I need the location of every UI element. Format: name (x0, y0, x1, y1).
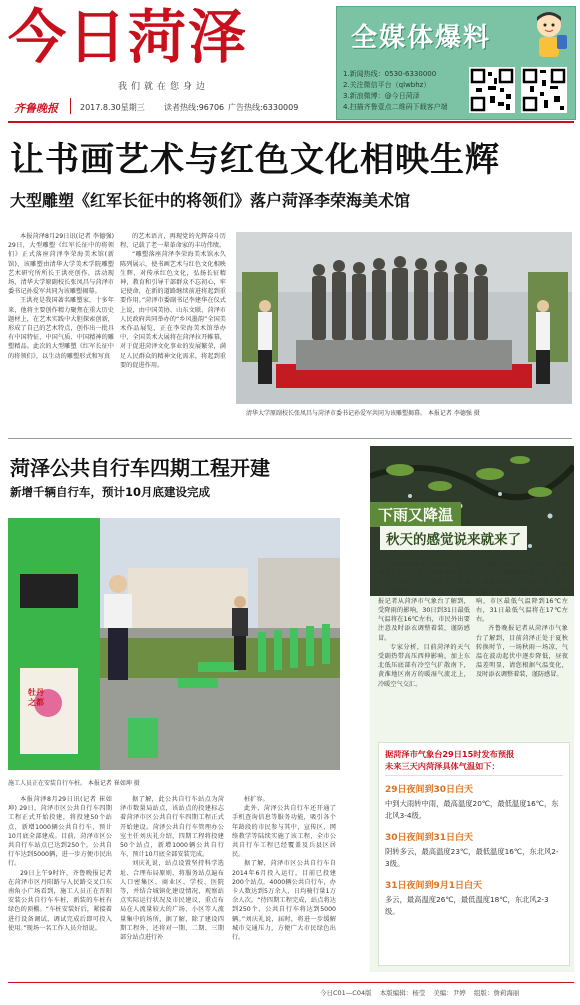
forecast-detail: 中到大雨转中雨，最高温度20℃，最低温度16℃，东北风3-4级。 (385, 799, 559, 820)
article-paragraph: 刘庆礼说，站点设置坚持科学选址、合理布局原则，将服务站点遍布人口密集区、商业区、学校、医院等，并结合城镇化建设情况，观察站点实际运行状况及市民建议，重点布局在人流量较大的广场、小区等人流量集中的场所，据了解，除了建设四期工程外，还将对一期、二期、三期部分站点进行补 (120, 860, 224, 942)
article1-photo (236, 232, 572, 404)
weather-col2 (476, 560, 568, 736)
weather-headline-2: 秋天的感觉说来就来了 (380, 526, 527, 550)
forecast-period: 29日夜间到30日白天 (385, 785, 474, 795)
article-paragraph: 据了解，此公共自行车站点为菏泽市数量局站点，该站点的投建标志着菏泽市区公共自行车四期工程正式开始建设。菏泽公共自行车管理办公室主任刘庆礼介绍，四期工程将投建50个站点，新增1000辆公共自行车，预计10月底全部安装完成。 (120, 796, 224, 859)
masthead-title: 今日菏泽 (8, 3, 249, 71)
article2-photo (8, 518, 340, 770)
qr-code-icon (521, 67, 567, 113)
footer-edition: 今日C01—C04版 (320, 989, 372, 997)
article-paragraph: 此外，菏泽公共自行车还开通了手机查询信息等服务功能，吸引各个年龄段的市民参与其中，宣传区、网络教学等陆续实施了该工程，全市公共自行车工程已经覆盖及兵县区居民。 (232, 805, 336, 859)
article1-subhead: 大型雕塑《红军长征中的将领们》落户菏泽李荣海美术馆 (10, 191, 411, 210)
article-paragraph: 预计29日下午到30日，菏泽有一次大范围降雨天气过程，累计雨量各县区为中到大雨，雨天降温，将给市民出行带来一定影响，市区最低气温降到16℃左右，31日最低气温将在17℃左右。 (476, 561, 568, 624)
promo-cartoon (527, 9, 571, 65)
masthead-slogan: 我们就在您身边 (118, 82, 210, 92)
forecast-period: 31日夜间到9月1日白天 (385, 881, 483, 891)
promo-line: 1.新闻热线：0530-6330000 (343, 70, 437, 78)
masthead-date: 2017.8.30星期三 (80, 103, 145, 112)
article-paragraph: 29日上午9时许，齐鲁晚报记者在菏泽市区丹阳路与人民路交叉口东南角小广场看到，施工人员正在晋阳安装公共自行车车桩，新装的车桩有绿色的顶棚。“车桩安装好后，紧接着进行设备调试，调试完成后即可投入使用。”现场一名工作人员介绍说。 (8, 869, 112, 932)
article1-col2 (120, 232, 226, 418)
weather-headline-1: 下雨又降温 (370, 502, 461, 527)
promo-line: 3.新浪微博：@今日菏泽 (343, 92, 420, 100)
article-paragraph: 桩扩容。 (244, 796, 269, 803)
article-paragraph: 的艺术语言，再现党的光辉奋斗历程，记载了老一辈革命家的丰功伟绩。 (120, 233, 226, 250)
article-paragraph: 本报菏泽8月29日讯(记者 李德强) 29日，大型雕塑《红军长征中的将领们》正式落座菏泽李荣海美术馆(新馆)，该雕塑由清华大学美术学院雕塑艺术研究所所长王洪亮创作，活动现场，清华大学原副校长张凤昌与菏泽市委书记孙爱军共同为该雕塑揭幕。 (8, 233, 114, 296)
article1-photo-caption: 清华大学原副校长张凤昌与菏泽市委书记孙爱军共同为该雕塑揭幕。 本报记者 李德强 摄 (246, 410, 480, 417)
article2-subhead: 新增千辆自行车，预计10月底建设完成 (10, 485, 211, 499)
article-paragraph: 据了解，菏泽市区公共自行车自2014年6月投入运行，目前已投建200个站点，4000辆公共自行车，办卡人数达到5万余人，日均骑行量1万余人次。“待四期工程完成，站点将达到250个，公共自行车将达到5000辆。”刘庆礼说，届时，将进一步缓解城市交通压力，方便广大市民绿色出行。 (232, 860, 336, 942)
footer-editor: 本版编辑：杨莹 (379, 989, 426, 997)
promo-lines (343, 69, 467, 113)
forecast-item (385, 782, 563, 822)
masthead-reader-hotline: 读者热线:96706 (164, 103, 225, 112)
footer (320, 988, 574, 997)
promo-box (336, 6, 576, 120)
forecast-detail: 阴转多云，最高温度23℃，最低温度16℃，东北风2-3级。 (385, 847, 559, 868)
article2-photo-caption: 施工人员正在安装自行车桩。 本报记者 崔如坤 摄 (8, 780, 140, 787)
article-paragraph: 本报菏泽8月29日讯(记者 李德强) 近几日来，菏泽市阴雨天气，让炎热了许久的夏天不开窗也可以睡个好觉，29日，齐鲁晚报记者从菏泽市气象台了解到，受降雨的影响，30日到31日最低气温将在16℃左右，市民外出要注意及时添衣调整着装，谨防感冒。 (378, 561, 470, 642)
article2-col2 (120, 795, 224, 977)
article-paragraph: 王洪亮是我国著名雕塑家，十多年来，他将主要创作精力聚焦在重大历史题材上，在艺术实践中大胆探索创新，形成了自己的艺术特点，创作出一批具有中国特征、中国气质、中国精神的雕塑精品。此次的大型雕塑《红军长征中的将领们》，以生动的雕塑形式和写真 (8, 297, 114, 360)
promo-line: 2.关注微信平台（qlwbhz） (343, 81, 431, 89)
weather-panel (370, 446, 574, 972)
masthead-ad-hotline: 广告热线:6330009 (228, 103, 299, 112)
section-divider (8, 438, 572, 439)
forecast-detail: 多云，最高温度26℃，最低温度18℃，东北风2-3级。 (385, 895, 549, 916)
masthead (0, 0, 580, 125)
weather-col1 (378, 560, 470, 736)
forecast-title: 据菏泽市气象台29日15时发布预报 未来三天内菏泽具体气温如下： (385, 749, 515, 771)
footer-designer: 美编：尹婷 (433, 989, 466, 997)
forecast-item (385, 878, 563, 918)
kiosk-sign: 牡丹之都 (28, 688, 44, 707)
masthead-rule (8, 121, 574, 123)
forecast-item (385, 830, 563, 870)
article-paragraph: 齐鲁晚报记者从菏泽市气象台了解到，目前菏泽正处于夏秋转换时节，一场秋雨一场凉，气温在波动起伏中逐步降低，昼夜温差明显，请您根据气温变化，及时添衣调整着装，谨防感冒。 (476, 625, 568, 679)
article2-col3 (232, 795, 336, 977)
forecast-period: 30日夜间到31日白天 (385, 833, 474, 843)
masthead-paper-name: 齐鲁晚报 (14, 102, 58, 115)
article-paragraph: “雕塑落座菏泽李荣海美术馆永久陈列展示，使书画艺术与红色文化相映生辉，对传承红色文化，弘扬长征精神，教育和引导干部群众不忘初心，牢记使命，在新的道路继续前进将起到重要作用。”菏泽市委副书记李建华在仪式上说，由中国美协、山东文联、菏泽市人民政府共同举办的“乡风墨韵”全国美术作品展览，正在李荣海美术馆举办中，全国美术大展将在菏泽拉开帷幕，对于促进菏泽文化事业的发展繁荣，满足人民群众的精神文化需求，将起到重要的促进作用。 (120, 251, 226, 369)
promo-line: 4.扫描齐鲁壹点二维码下载客户端 (343, 103, 448, 111)
forecast-box (378, 742, 570, 966)
article1-col1 (8, 232, 114, 418)
article-paragraph: 本报菏泽8月29日讯(记者 崔如坤) 29日，菏泽市区公共自行车四期工程正式开始投建，将投建50个站点，新增1000辆公共自行车，预计10月底全部建成。目前，菏泽市区公共自行车站点已达到250个，公共自行车达到5000辆，进一步方便市民出行。 (8, 796, 112, 868)
masthead-divider (70, 98, 71, 114)
article1-headline: 让书画艺术与红色文化相映生辉 (10, 140, 500, 180)
article2-col1 (8, 795, 112, 977)
forecast-divider (385, 775, 563, 776)
promo-title: 全媒体爆料 (351, 23, 492, 53)
article2-headline: 菏泽公共自行车四期工程开建 (10, 456, 270, 480)
footer-rule (8, 982, 574, 983)
qr-code-icon (469, 67, 515, 113)
article-paragraph: 专家分析，目前菏泽的天气受副热带高压西伸影响，加上东北低压底部有冷空气扩散南下，黄淮地区南方的暖湿气流北上，冷暖空气交汇。 (378, 643, 470, 688)
footer-proofreader: 组版：詹莉海丽 (473, 989, 520, 997)
